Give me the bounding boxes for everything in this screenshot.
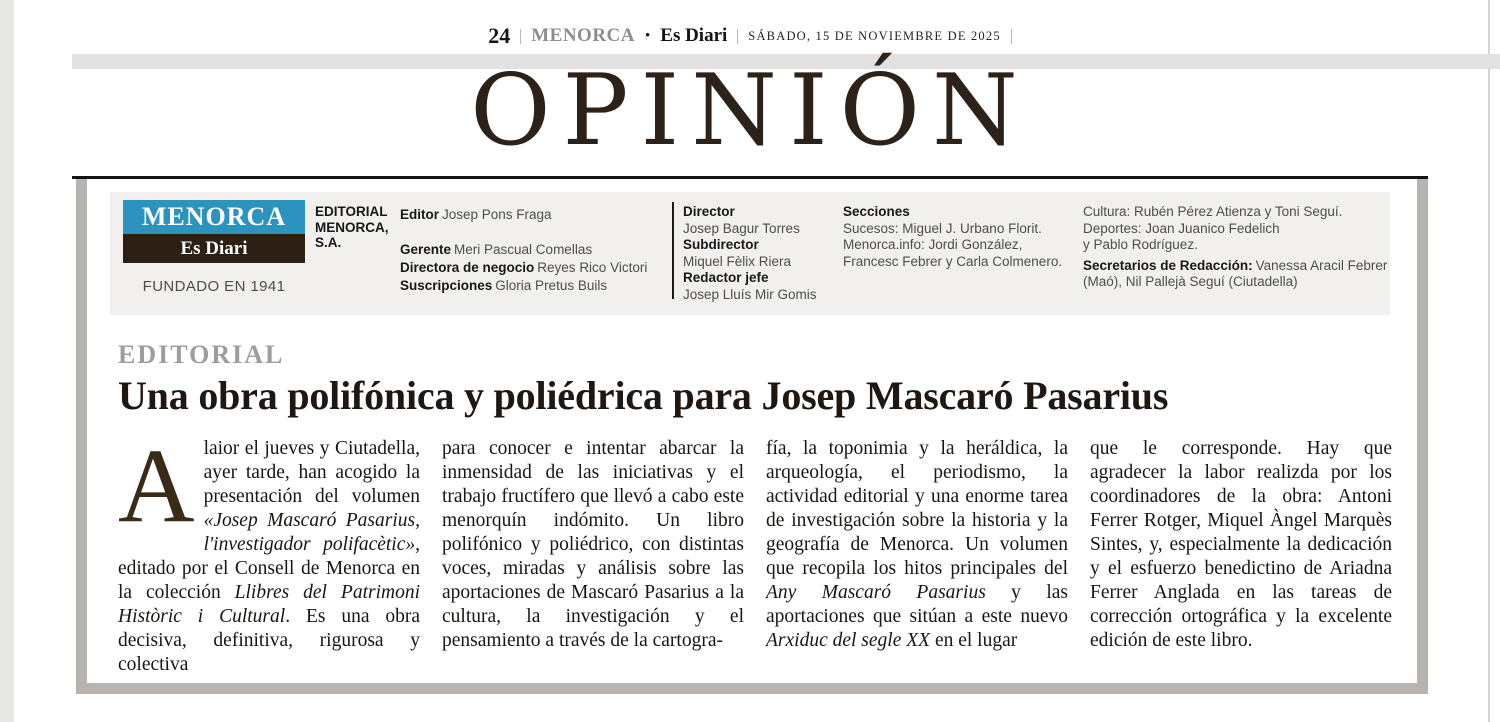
column-text-italic: Llibres del Patrimoni Històric i Cultural [118,582,421,627]
staff-name: Josep Bagur Torres [683,220,800,236]
page-folio [0,22,1500,50]
bullet-icon: • [645,27,651,44]
frame-bottom-bar [76,683,1428,694]
staff-name: Josep Lluís Mir Gomis [683,286,817,302]
article-column-1 [118,427,421,677]
folio-separator [737,29,738,44]
article-kicker: EDITORIAL [118,340,285,369]
page-number: 24 [488,23,511,48]
masthead-box [110,192,1390,315]
frame-right-bar [1417,179,1428,694]
masthead-sections-column [843,204,1075,270]
frame-left-bar [76,179,87,694]
page-edge-right [1488,0,1490,722]
sections-heading: Secciones [843,204,910,219]
column-text-italic: «Josep Mascaró Pasarius, l'investigador polifacètic» [203,510,420,555]
staff-role: Suscripciones [400,278,493,293]
staff-role: Directora de negocio [400,260,535,275]
staff-name: Reyes Rico Victori [537,260,648,275]
culture-line: Cultura: Rubén Pérez Atienza y Toni Seguí. [1083,204,1343,219]
section-title: OPINIÓN [470,54,1030,168]
section-rule [72,176,1428,179]
staff-role: Director [683,204,735,219]
article-body [118,427,1392,677]
article-headline: Una obra polifónica y poliédrica para Josep Mascaró Pasarius [118,373,1169,418]
folio-separator [1011,29,1012,44]
column-text: . Es una obra decisiva, definitiva, rigurosa y colectiva [118,606,420,675]
column-text-italic: Any Mascaró Pasarius [766,582,986,603]
column-text: laior el jueves y Ciutadella, ayer tarde, han acogido la presentación del volumen [203,438,420,507]
staff-role: Editor [400,207,439,222]
logo-menorca: MENORCA [123,200,305,234]
logo-es-diari: Es Diari [123,234,305,263]
newspaper-logo [123,200,305,263]
sports-line: Deportes: Joan Juanico Fedelich [1083,220,1280,236]
column-text: para conocer e intentar abarcar la inmensidad de las iniciativas y el trabajo fructífero que llevó a cabo este menorquín indómito. Un libro polifónico y poliédrico, con distintas voces, miradas y análisis sobre las aportaciones de Mascaró Pasarius a la cultura, la investigación y el pensamiento a través de la cartogra- [442,438,744,651]
company-name: EDITORIAL MENORCA, S.A. [315,204,389,250]
drop-cap: A [118,427,195,544]
sports-line: y Pablo Rodríguez. [1083,237,1198,252]
masthead-admin-column [400,206,647,295]
staff-line [400,277,647,295]
secretaries-line [1083,258,1388,291]
column-text: en el lugar [930,630,1018,651]
article-column-2 [442,437,744,677]
staff-line [400,206,647,224]
founded-label: FUNDADO EN 1941 [142,278,286,295]
sections-line: Menorca.info: Jordi González, Francesc Febrer y Carla Colmenero. [843,237,1063,269]
edition-name: Es Diari [660,25,728,46]
staff-role: Redactor jefe [683,270,769,285]
staff-line [400,259,647,277]
column-text: , editado por el Consell de Menorca en la colección [118,534,420,603]
issue-date: SÁBADO, 15 DE NOVIEMBRE DE 2025 [748,28,1001,43]
article-column-3 [766,437,1068,677]
publication-name: MENORCA [531,25,635,46]
staff-role: Subdirector [683,237,759,252]
folio-separator [520,29,521,44]
column-text: que le corresponde. Hay que agradecer la labor realizda por los coordinadores de la obra: Antoni Ferrer Rotger, Miquel Àngel Marquès Sintes, y, especialmente la dedicación y el esfuerzo benedictino de Ariadna Ferrer Anglada en las tareas de corrección ortográfica y la excelente edición de este libro. [1090,438,1392,651]
staff-name: Gloria Pretus Buils [495,278,608,293]
sections-line: Sucesos: Miguel J. Urbano Florit. [843,220,1042,236]
column-text: fía, la toponimia y la heráldica, la arqueología, el periodismo, la actividad editorial y una enorme tarea de investigación sobre la historia y la geografía de Menorca. Un volumen que recopila los hitos principales del [766,438,1068,579]
column-text-italic: Arxiduc del segle XX [766,630,931,651]
masthead-right-column [1083,204,1388,291]
masthead-divider [672,202,674,299]
secretaries-label: Secretarios de Redacción: [1083,257,1253,273]
page-edge-left [0,0,14,722]
secretaries-names: Vanessa Aracil Febrer (Maó), Nil Pallejà Seguí (Ciutadella) [1083,257,1388,289]
staff-role: Gerente [400,242,452,257]
article-column-4 [1090,437,1392,677]
staff-name: Josep Pons Fraga [442,207,552,222]
staff-line [400,241,647,259]
staff-name: Meri Pascual Comellas [454,242,593,257]
spacer [400,224,647,241]
masthead-direction-column [683,204,817,303]
staff-name: Miquel Fèlix Riera [683,253,792,269]
column-text: y las aportaciones que sitúan a este nuevo [766,582,1068,627]
